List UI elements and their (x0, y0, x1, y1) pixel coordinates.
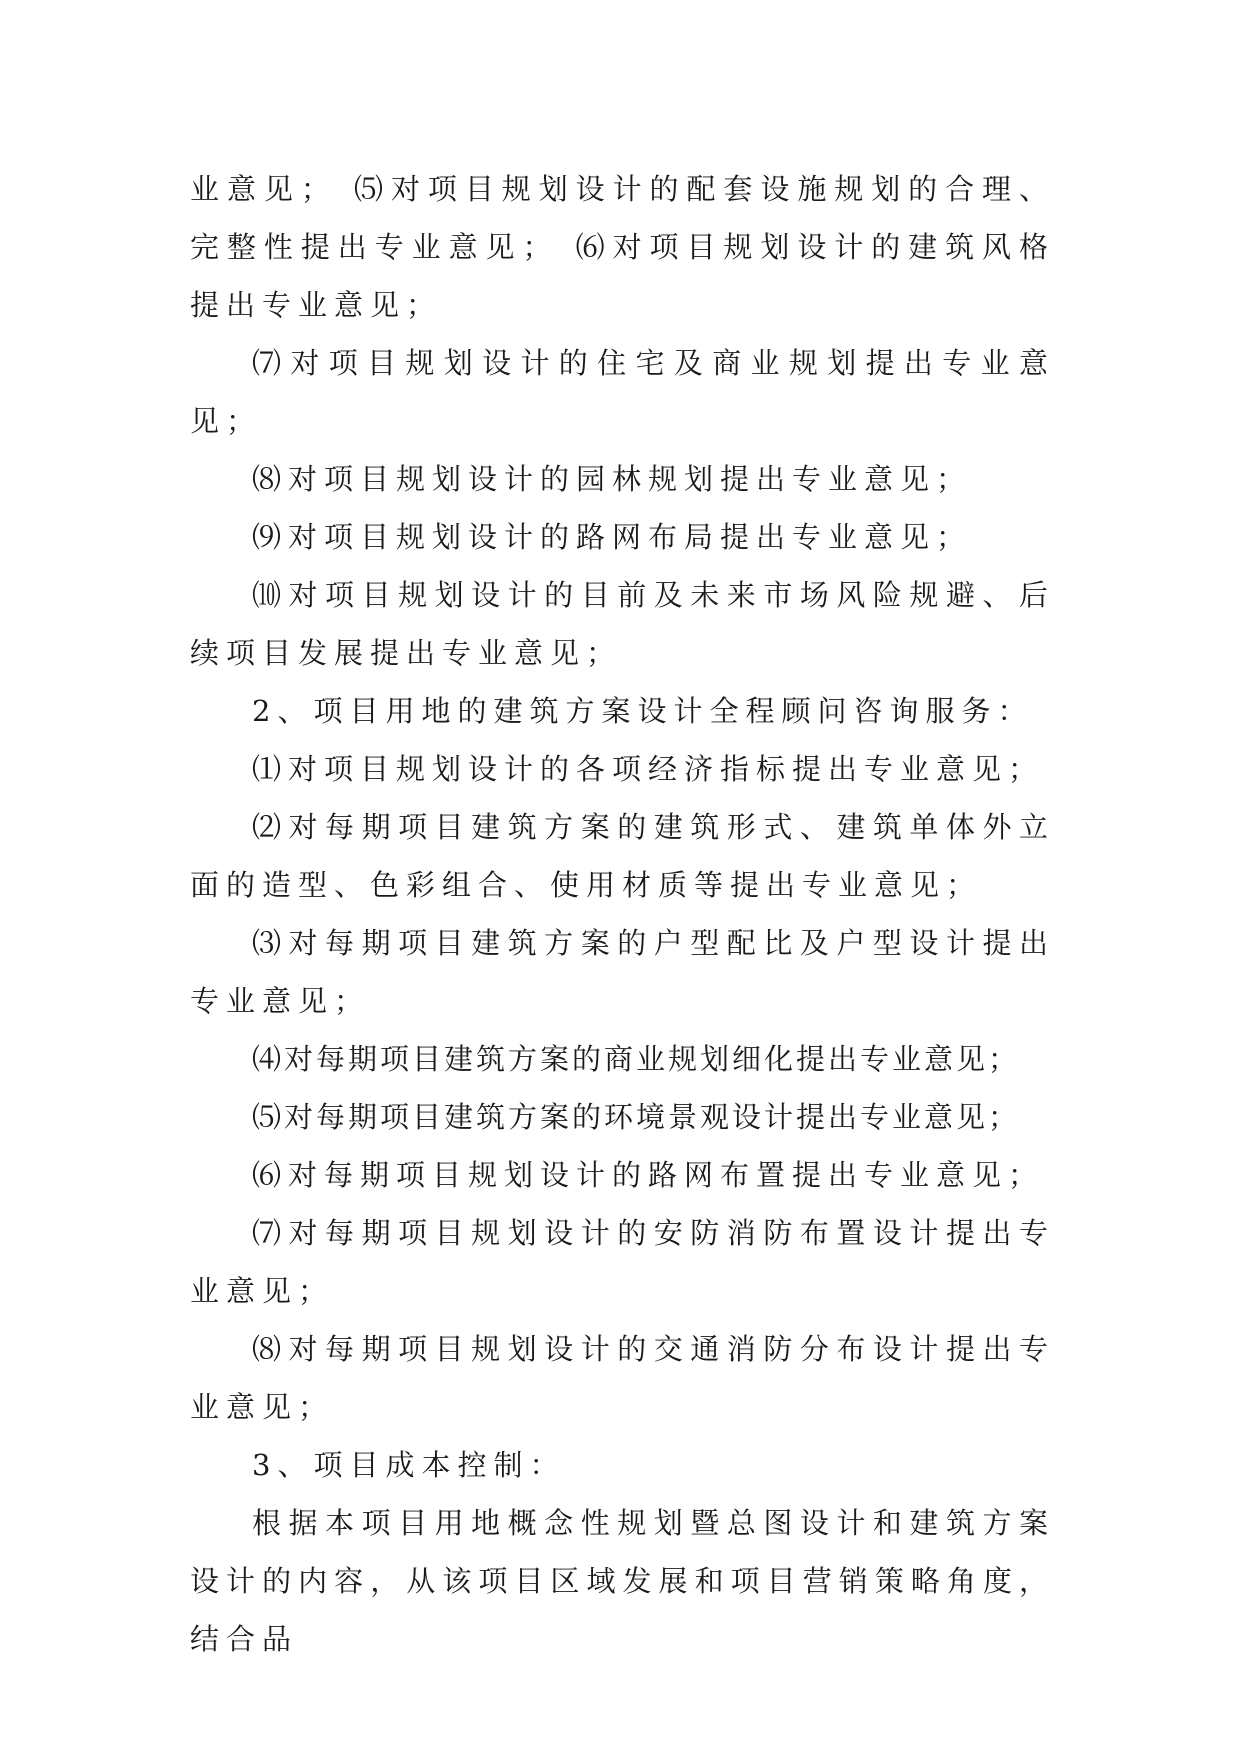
section-heading-2: 2、项目用地的建筑方案设计全程顾问咨询服务： (252, 694, 1034, 728)
paragraph-item-3: ⑶对每期项目建筑方案的户型配比及户型设计提出专业意见； (190, 926, 1055, 1018)
section-heading-3: 3、项目成本控制： (252, 1448, 566, 1482)
paragraph-continuation: 业意见； ⑸对项目规划设计的配套设施规划的合理、完整性提出专业意见； ⑹对项目规划设计的建筑风格提出专业意见； (190, 172, 1055, 322)
paragraph-item-8: ⑻对项目规划设计的园林规划提出专业意见； (252, 462, 973, 496)
paragraph-item-8b: ⑻对每期项目规划设计的交通消防分布设计提出专业意见； (190, 1332, 1055, 1424)
paragraph-item-2: ⑵对每期项目建筑方案的建筑形式、建筑单体外立面的造型、色彩组合、使用材质等提出专业意见； (190, 810, 1055, 902)
paragraph-item-7: ⑺对项目规划设计的住宅及商业规划提出专业意见； (190, 346, 1055, 438)
paragraph-item-7b: ⑺对每期项目规划设计的安防消防布置设计提出专业意见； (190, 1216, 1055, 1308)
paragraph-item-4: ⑷对每期项目建筑方案的商业规划细化提出专业意见； (252, 1042, 1021, 1076)
paragraph-item-6: ⑹对每期项目规划设计的路网布置提出专业意见； (252, 1158, 1045, 1192)
paragraph-body: 根据本项目用地概念性规划暨总图设计和建筑方案设计的内容，从该项目区域发展和项目营销策略角度，结合品 (190, 1506, 1055, 1656)
paragraph-item-5: ⑸对每期项目建筑方案的环境景观设计提出专业意见； (252, 1100, 1021, 1134)
document-body (190, 160, 1055, 1668)
paragraph-item-1: ⑴对项目规划设计的各项经济指标提出专业意见； (252, 752, 1045, 786)
paragraph-item-9: ⑼对项目规划设计的路网布局提出专业意见； (252, 520, 973, 554)
paragraph-item-10: ⑽对项目规划设计的目前及未来市场风险规避、后续项目发展提出专业意见； (190, 578, 1055, 670)
